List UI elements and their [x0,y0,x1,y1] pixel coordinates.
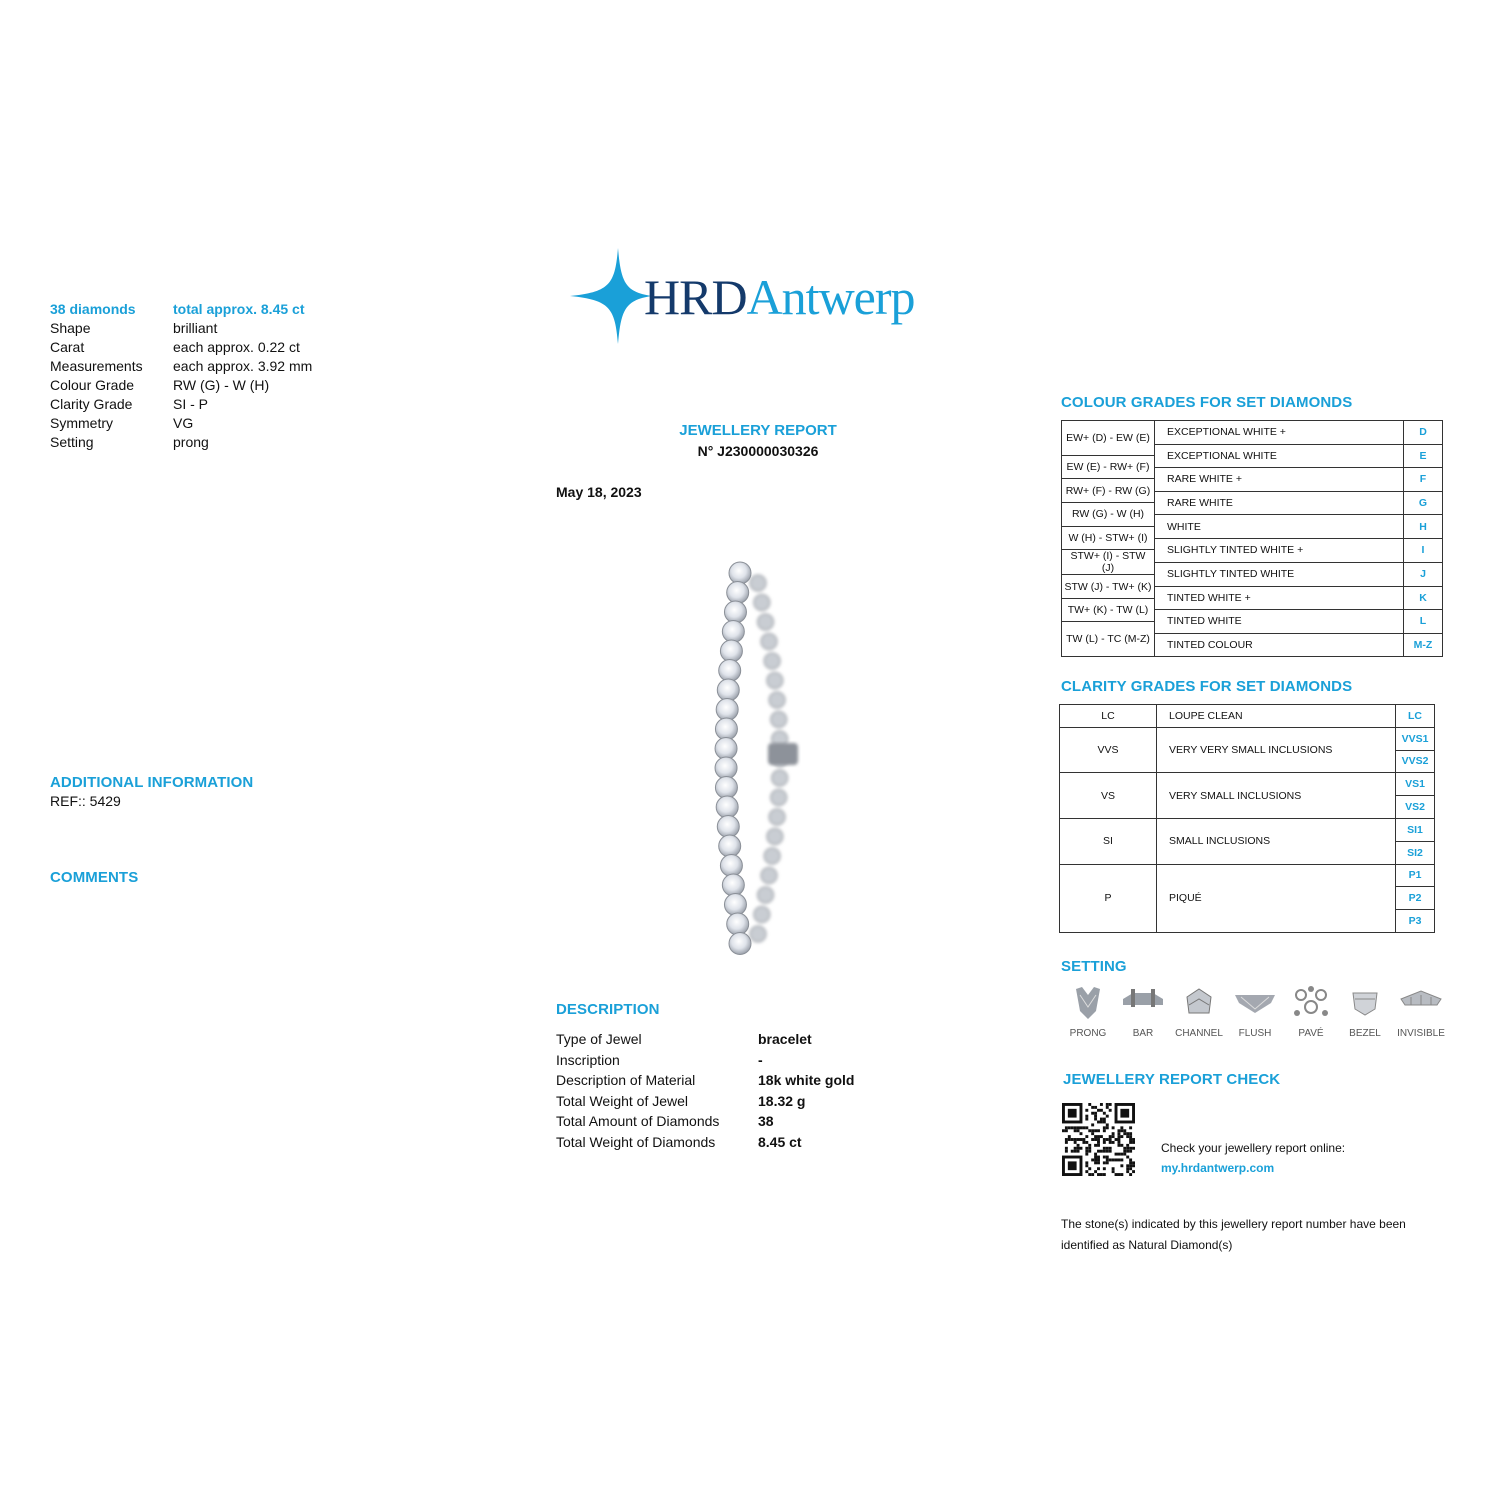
logo-wordmark [644,269,915,325]
colour-letter: F [1404,468,1443,492]
spec-value: prong [173,434,209,450]
diamond-stone [722,621,744,643]
clarity-grade-row [1060,727,1435,750]
setting-label: BAR [1132,1028,1154,1039]
diamond-stone [715,718,737,740]
colour-range: W (H) - STW+ (I) [1062,526,1155,550]
colour-letter: J [1404,562,1443,586]
description-row [556,1111,854,1132]
setting-label: CHANNEL [1175,1028,1223,1039]
colour-letter: M-Z [1404,633,1443,657]
spec-label: Measurements [50,358,143,374]
setting-label: BEZEL [1349,1028,1381,1039]
colour-letter: D [1404,421,1443,445]
spec-row [50,414,410,433]
back-stone [761,868,777,884]
flush-setting-icon [1231,985,1279,1019]
colour-name: EXCEPTIONAL WHITE [1155,444,1404,468]
spec-label: Setting [50,434,94,450]
clarity-grade: SI1 [1396,818,1435,841]
specs-header [50,300,410,319]
clarity-grades-heading: CLARITY GRADES FOR SET DIAMONDS [1061,678,1353,695]
back-stone [750,926,766,942]
back-stone [758,614,774,630]
setting-label: PRONG [1069,1028,1107,1039]
report-check-heading: JEWELLERY REPORT CHECK [1063,1071,1281,1088]
description-value: 18.32 g [758,1092,806,1109]
clarity-grade-row [1060,705,1435,728]
spec-label: Symmetry [50,415,113,431]
colour-letter: G [1404,491,1443,515]
diamond-stone [716,796,738,818]
clarity-name: VERY SMALL INCLUSIONS [1157,773,1396,819]
colour-name: TINTED COLOUR [1155,633,1404,657]
spec-row [50,338,410,357]
clarity-code: SI [1060,818,1157,864]
spec-value: each approx. 3.92 mm [173,358,313,374]
spec-value: each approx. 0.22 ct [173,339,300,355]
clasp [768,743,798,765]
spec-row [50,395,410,414]
diamond-stone [727,582,749,604]
additional-info-heading: ADDITIONAL INFORMATION [50,774,254,791]
clarity-grade: LC [1396,705,1435,728]
spec-label: Carat [50,339,85,355]
description-value: 18k white gold [758,1072,855,1088]
channel-setting-icon [1175,985,1223,1019]
colour-letter: E [1404,444,1443,468]
colour-range: STW+ (I) - STW (J) [1062,550,1155,575]
spec-label: Colour Grade [50,377,135,393]
colour-name: SLIGHTLY TINTED WHITE + [1155,538,1404,562]
clarity-grade: P1 [1396,864,1435,887]
reference-number: REF:: 5429 [50,793,121,809]
setting-type [1337,985,1393,1039]
clarity-grade: P3 [1396,910,1435,933]
description-row [556,1132,854,1153]
setting-type [1283,985,1339,1039]
spec-value: VG [173,415,194,431]
back-stone [767,829,783,845]
description-value: bracelet [758,1031,812,1047]
comments-heading: COMMENTS [50,869,139,886]
clarity-grade: VVS2 [1396,750,1435,773]
spec-row [50,319,410,338]
clarity-grade-row [1060,864,1435,887]
colour-name: TINTED WHITE [1155,610,1404,634]
diamond-stone [722,874,744,896]
description-label: Total Weight of Diamonds [556,1133,716,1150]
colour-name: RARE WHITE [1155,491,1404,515]
diamond-stone [715,757,737,779]
colour-range: TW (L) - TC (M-Z) [1062,622,1155,657]
back-stone [769,809,785,825]
clarity-code: P [1060,864,1157,932]
clarity-code: LC [1060,705,1157,728]
spec-value: SI - P [173,396,209,412]
colour-letter: H [1404,515,1443,539]
natural-diamond-notice: The stone(s) indicated by this jewellery report number have been identified as Natural Diamond(s) [1061,1217,1406,1252]
back-stone [764,848,780,864]
setting-type [1060,985,1116,1039]
description-row [556,1050,854,1071]
diamond-stone [716,699,738,721]
colour-name: WHITE [1155,515,1404,539]
bar-setting-icon [1119,985,1167,1019]
setting-heading: SETTING [1061,958,1127,975]
setting-types [1060,985,1455,1045]
back-stone [761,634,777,650]
setting-label: FLUSH [1238,1028,1272,1039]
description-row [556,1070,854,1091]
spec-value: brilliant [173,320,218,336]
description-value: 8.45 ct [758,1133,802,1150]
colour-letter: L [1404,610,1443,634]
spec-label: Shape [50,320,91,336]
description-label: Total Weight of Jewel [556,1092,689,1109]
diamond-stone [715,777,737,799]
setting-type [1227,985,1283,1039]
spec-row [50,433,410,452]
bezel-setting-icon [1341,985,1389,1019]
colour-range: TW+ (K) - TW (L) [1062,598,1155,622]
diamond-stone [720,855,742,877]
pave-setting-icon [1287,985,1335,1019]
diamond-stone [724,894,746,916]
clarity-grade: VVS1 [1396,727,1435,750]
clarity-name: LOUPE CLEAN [1157,705,1396,728]
description-label: Total Amount of Diamonds [556,1113,720,1129]
report-check-link[interactable]: my.hrdantwerp.com [1161,1161,1275,1175]
prong-setting-icon [1064,985,1112,1019]
colour-name: RARE WHITE + [1155,468,1404,492]
colour-letter: I [1404,538,1443,562]
diamond-stone [724,601,746,623]
clarity-code: VVS [1060,727,1157,773]
diamond-stone [719,835,741,857]
back-stone [758,887,774,903]
colour-range: RW (G) - W (H) [1062,503,1155,527]
report-check-text: Check your jewellery report online: [1161,1141,1346,1155]
spec-row [50,376,410,395]
logo-antwerp: Antwerp [746,269,915,325]
description-row [556,1029,854,1050]
clarity-name: PIQUÉ [1157,864,1396,932]
setting-type [1171,985,1227,1039]
back-stone [754,907,770,923]
clarity-grade: SI2 [1396,841,1435,864]
clarity-code: VS [1060,773,1157,819]
diamond-stone [715,738,737,760]
spec-value: RW (G) - W (H) [173,377,270,393]
diamond-stone [717,816,739,838]
report-number: N° J230000030326 [697,443,819,459]
description-label: Inscription [556,1051,620,1068]
setting-label: PAVÉ [1298,1028,1324,1039]
colour-range: STW (J) - TW+ (K) [1062,575,1155,599]
clarity-grade: VS1 [1396,773,1435,796]
clarity-grades-table [1059,704,1435,933]
colour-range: RW+ (F) - RW (G) [1062,479,1155,503]
description-row [556,1091,854,1112]
diamond-stone [719,660,741,682]
diamond-stone [729,562,751,584]
description-table [556,1029,854,1152]
clarity-grade: P2 [1396,887,1435,910]
colour-name: SLIGHTLY TINTED WHITE [1155,562,1404,586]
colour-range: EW+ (D) - EW (E) [1062,421,1155,456]
description-label: Description of Material [556,1072,696,1088]
colour-grade-row [1062,421,1443,433]
report-date: May 18, 2023 [556,484,642,500]
clarity-grade-row [1060,773,1435,796]
clarity-name: VERY VERY SMALL INCLUSIONS [1157,727,1396,773]
colour-letter: K [1404,586,1443,610]
back-stone [764,653,780,669]
back-stone [767,673,783,689]
colour-name: TINTED WHITE + [1155,586,1404,610]
specs-count: 38 diamonds [50,301,136,317]
colour-grades-table [1061,420,1443,657]
specs-total: total approx. 8.45 ct [173,301,305,317]
setting-type [1115,985,1171,1039]
qr-code-icon[interactable] [1062,1103,1135,1176]
description-label: Type of Jewel [556,1031,642,1047]
colour-range: EW (E) - RW+ (F) [1062,455,1155,479]
clarity-grade: VS2 [1396,796,1435,819]
report-title: JEWELLERY REPORT [679,422,837,439]
setting-type [1393,985,1449,1039]
description-value: 38 [758,1113,774,1129]
back-stone [771,712,787,728]
description-value: - [758,1051,763,1068]
colour-name: EXCEPTIONAL WHITE + [1155,421,1404,445]
diamond-stone [717,679,739,701]
diamond-stone [720,640,742,662]
bracelet-photo [690,555,840,960]
diamond-stone [729,933,751,955]
back-stone [754,595,770,611]
colour-grades-heading: COLOUR GRADES FOR SET DIAMONDS [1061,394,1353,411]
hrd-antwerp-logo [566,246,966,346]
invisible-setting-icon [1397,985,1445,1019]
back-stone [771,790,787,806]
back-stone [750,575,766,591]
setting-label: INVISIBLE [1397,1028,1445,1039]
diamond-stone [727,913,749,935]
star-logo-icon [566,246,656,346]
logo-hrd: HRD [644,269,747,325]
back-stone [769,692,785,708]
clarity-name: SMALL INCLUSIONS [1157,818,1396,864]
spec-row [50,357,410,376]
clarity-grade-row [1060,818,1435,841]
description-heading: DESCRIPTION [556,1001,660,1018]
spec-label: Clarity Grade [50,396,133,412]
diamond-specs [50,300,410,452]
back-stone [772,770,788,786]
